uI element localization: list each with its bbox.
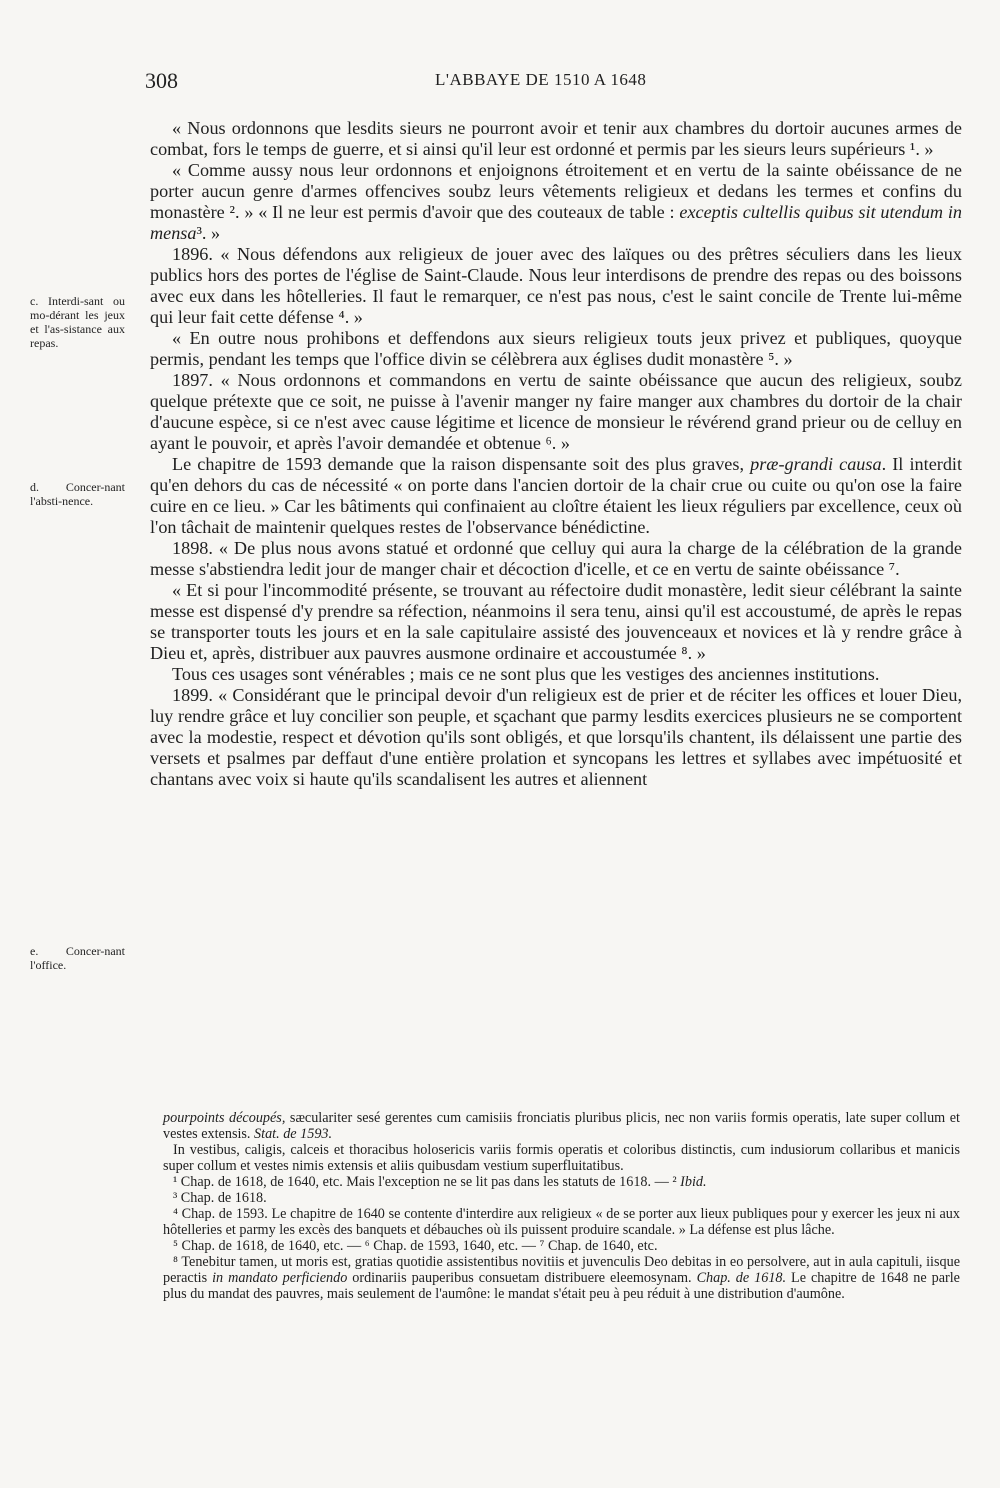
paragraph-offencives: « Comme aussy nous leur ordonnons et enjoignons étroitement et en vertu de la sainte obéissance de ne porter aucun genre d'armes offencives soubz leurs vêtements religieux et dedans les termes et confins du monastère ². » « Il ne leur est permis d'avoir que des couteaux de table : exceptis cultellis quibus sit utendum in mensa³. » — [150, 160, 962, 243]
running-title: L'ABBAYE DE 1510 A 1648 — [435, 70, 647, 89]
paragraph-1897: 1897. « Nous ordonnons et commandons en vertu de sainte obéissance que aucun des religieux, soubz quelque prétexte que ce soit, ne puisse à l'avenir manger ny faire manger aux chambres du dortoir de la chair d'aucune espèce, si ce n'est avec cause légitime et licence de monsieur le révérend grand prieur ou de celluy en ayant le pouvoir, et après l'avoir demandée et obtenue ⁶. » — [150, 370, 962, 453]
latin-phrase: præ-grandi causa — [750, 454, 882, 474]
latin-quote: exceptis cultellis quibus sit utendum in mensa — [150, 202, 962, 243]
footnote-4: ⁴ Chap. de 1593. Le chapitre de 1640 se contente d'interdire aux religieux « de se porter aux lieux publiques pour y exercer les jeux ni aux hôtelleries et parmy les excès des banquets et débauches où ils puissent produire scandale. » La défense est plus lâche. — [163, 1206, 960, 1238]
paragraph-1896: 1896. « Nous défendons aux religieux de jouer avec des laïques ou des prêtres séculiers dans les lieux publics hors des portes de l'église de Saint-Claude. Nous leur interdisons de prendre des repas ou des boissons avec eux dans les hôtelleries. Il faut le remarquer, ce n'est pas nous, c'est le saint concile de Trente lui-même qui leur fait cette défense ⁴. » — [150, 244, 962, 327]
margin-note-e: e. Concer-nant l'office. — [30, 944, 125, 972]
paragraph-1898: 1898. « De plus nous avons statué et ordonné que celluy qui aura la charge de la célébration de la grande messe s'abstiendra ledit jour de manger chair et décoction d'icelle, et ce en vertu de sainte obéissance ⁷. — [150, 538, 962, 579]
main-text — [150, 118, 962, 790]
paragraph-1899: 1899. « Considérant que le principal devoir d'un religieux est de prier et de réciter les offices et louer Dieu, luy rendre grâce et luy concilier son peuple, et sçachant que parmy lesdits exercices plusieurs ne se comportent avec la modestie, respect et dévotion qu'ils sont obligés, et que lorsqu'ils chantent, ils délaissent une partie des versets et psalmes par deffaut d'une entière prolation et syncopans les lettres et syllabes avec impétuosité et chantans avec voix si haute qu'ils scandalisent les autres et aliennent — [150, 685, 962, 789]
margin-note-c: c. Interdi-sant ou mo-dérant les jeux et l'as-sistance aux repas. — [30, 294, 125, 350]
paragraph-jeux: « En outre nous prohibons et deffendons aux sieurs religieux touts jeux privez et publiques, quoyque permis, pendant les temps que l'office divin se célèbrera aux églises dudit monastère ⁵. » — [150, 328, 962, 369]
footnote-5-7: ⁵ Chap. de 1618, de 1640, etc. — ⁶ Chap. de 1593, 1640, etc. — ⁷ Chap. de 1640, etc. — [173, 1238, 658, 1254]
footnote-vestibus: In vestibus, caligis, calceis et thoracibus holosericis variis formis operatis et coloribus distinctis, cum indusiorum collaribus et manicis super collum et vestes nimis extensis et aliis quibusdam vestium superfluitatibus. — [163, 1142, 960, 1174]
footnote-continuation: pourpoints découpés, sæculariter sesé gerentes cum camisiis fronciatis pluribus plicis, nec non variis formis operatis, late super collum et vestes extensis. Stat. de 1593. — [163, 1110, 960, 1142]
footnote-8: ⁸ Tenebitur tamen, ut moris est, gratias quotidie assistentibus novitiis et juvenculis Deo debitas in eo persolvere, aut in aula capituli, iisque peractis in mandato perficiendo ordinariis pauperibus consuetam distribuere eleemosynam. Chap. de 1618. Le chapitre de 1648 ne parle plus du mandat des pauvres, mais seulement de l'aumône: le mandat s'était peu à peu réduit à une distribution d'aumône. — [163, 1254, 960, 1302]
margin-note-d: d. Concer-nant l'absti-nence. — [30, 480, 125, 508]
footnote-3: ³ Chap. de 1618. — [173, 1190, 267, 1206]
paragraph-1593: Le chapitre de 1593 demande que la raison dispensante soit des plus graves, præ-grandi causa. Il interdit qu'en dehors du cas de nécessité « on porte dans l'ancien dortoir de la chair crue ou cuite ou qu'on ose la faire cuire en ce lieu. » Car les bâtiments qui confinaient au cloître étaient les lieux réguliers par excellence, ceux où l'on tâchait de maintenir quelques restes de l'observance bénédictine. — [150, 454, 963, 537]
paragraph-usages: Tous ces usages sont vénérables ; mais ce ne sont plus que les vestiges des anciennes institutions. — [172, 664, 880, 684]
footnote-1-2: ¹ Chap. de 1618, de 1640, etc. Mais l'exception ne se lit pas dans les statuts de 1618. — ² Ibid. — [173, 1174, 707, 1190]
paragraph-armes: « Nous ordonnons que lesdits sieurs ne pourront avoir et tenir aux chambres du dortoir aucunes armes de combat, fors le temps de guerre, et si ainsi qu'il leur est ordonné et permis par les sieurs leurs supérieurs ¹. » — [150, 118, 962, 159]
page-header — [145, 68, 965, 98]
page-number: 308 — [145, 68, 178, 93]
footnotes — [163, 1110, 960, 1302]
paragraph-refectoire: « Et si pour l'incommodité présente, se trouvant au réfectoire dudit monastère, ledit sieur célébrant la sainte messe est dispensé d'y prendre sa réfection, néanmoins il sera tenu, ainsi qu'il est accoustumé, de après le repas se transporter touts les jours et en la sale capitulaire assisté des jouvenceaux et novices et là y rendre grâce à Dieu et, après, distribuer aux pauvres ausmone ordinaire et accoustumée ⁸. » — [150, 580, 962, 663]
